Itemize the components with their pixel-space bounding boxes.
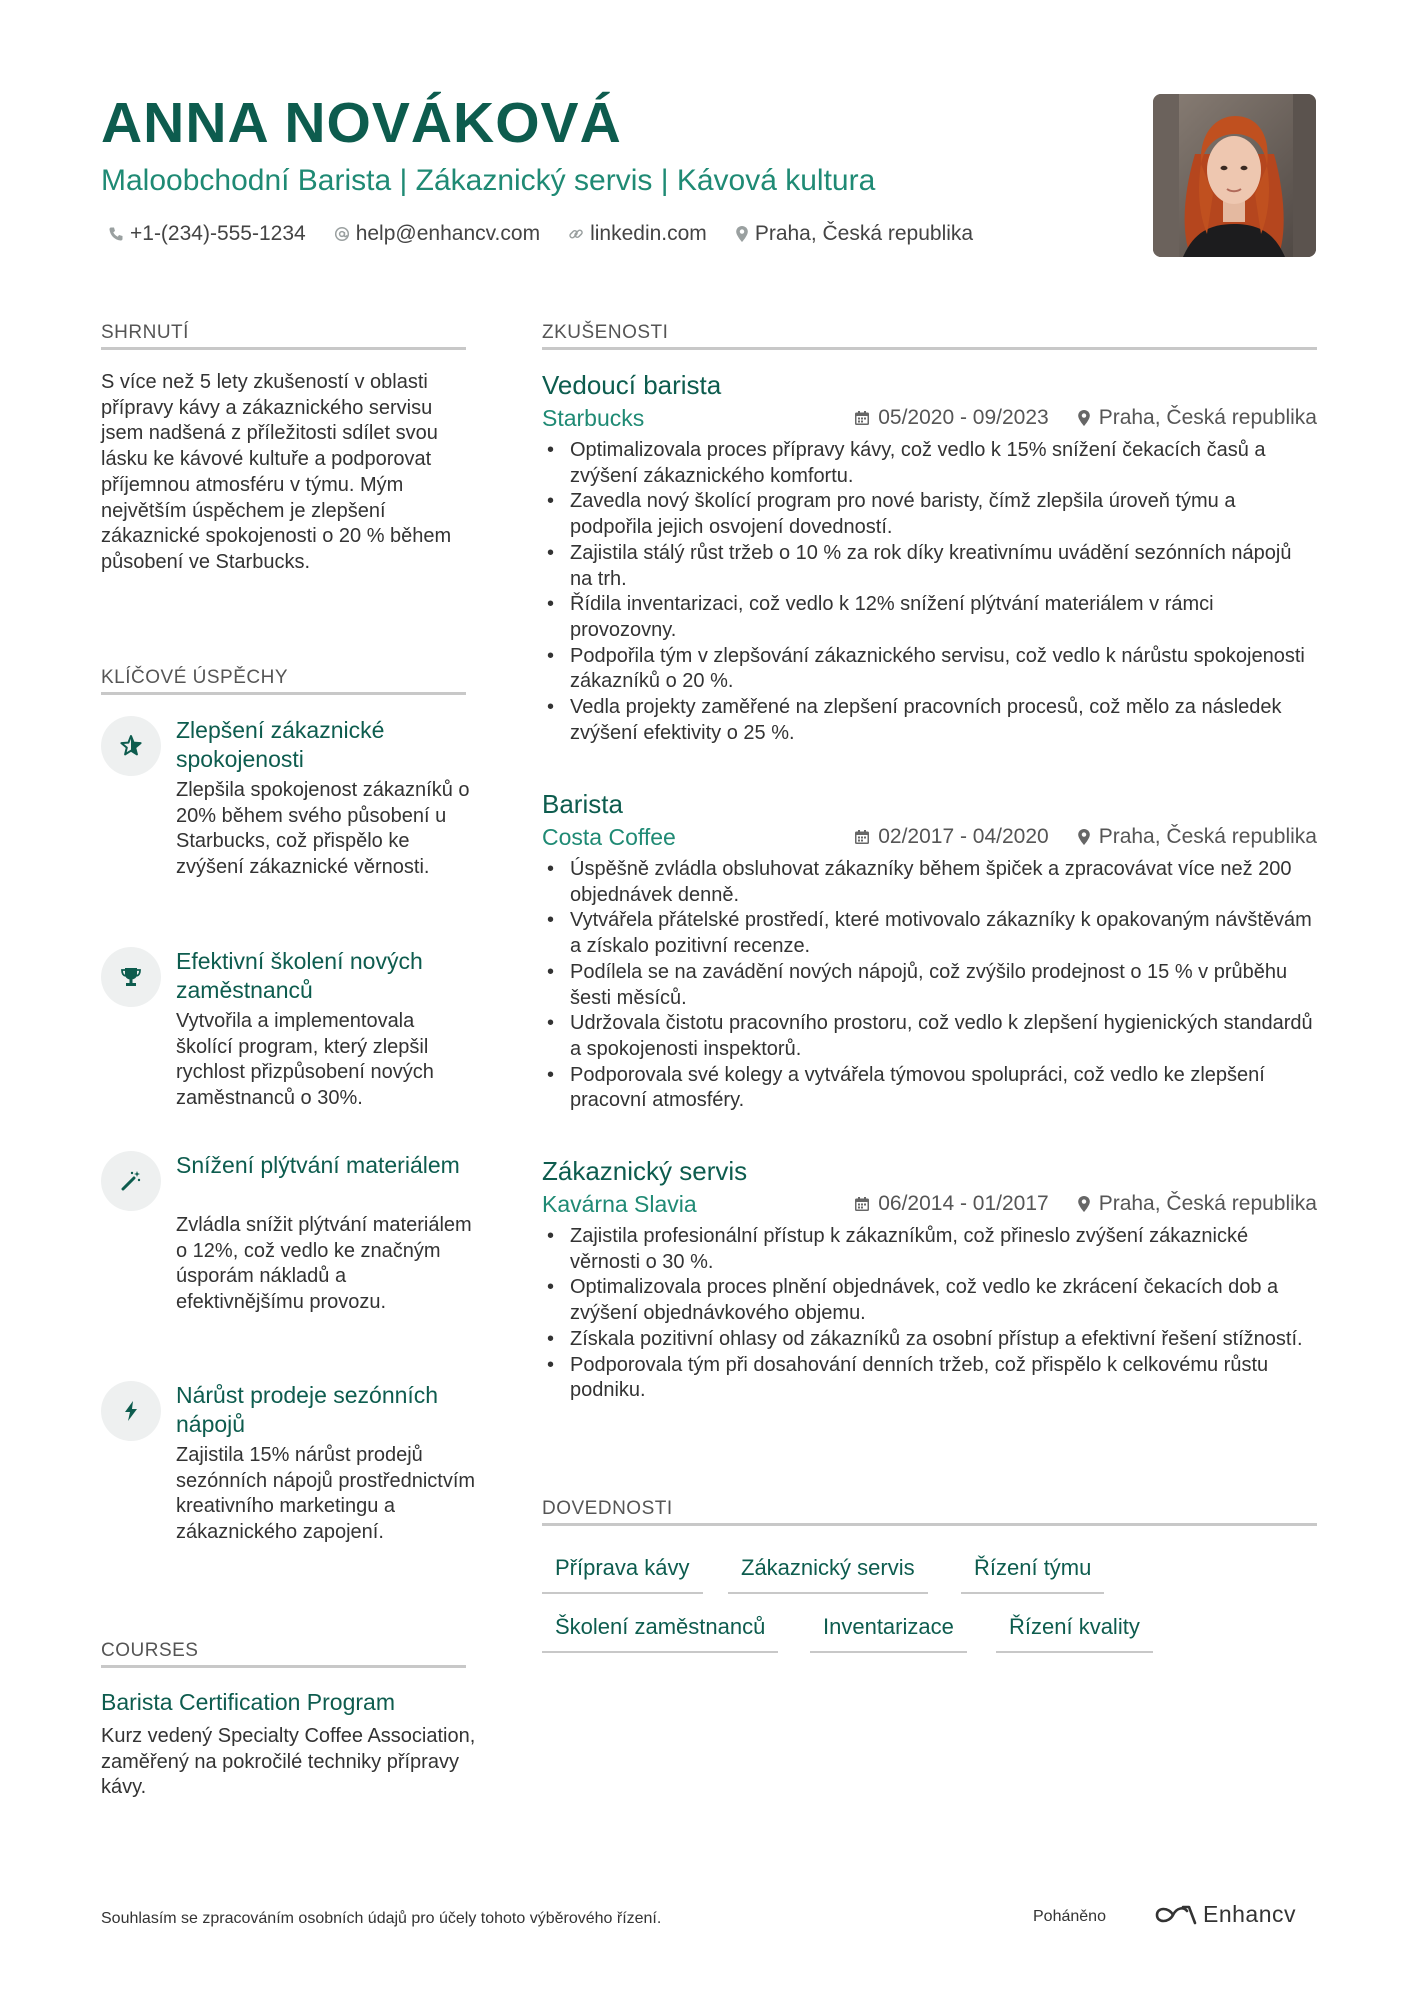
achievement-title: Efektivní školení nových zaměstnanců [176, 948, 423, 1003]
linkedin-text: linkedin.com [590, 222, 707, 245]
contact-linkedin[interactable] [568, 222, 707, 246]
star-icon [101, 716, 161, 776]
list-item: • Vedla projekty zaměřené na zlepšení pracovních procesů, což mělo za následek zvýšení efektivity o 25 %. [542, 695, 1317, 746]
location-pin-icon [1077, 409, 1091, 427]
job-role: Vedoucí barista [542, 370, 722, 400]
list-item: • Optimalizovala proces plnění objednávek, což vedlo ke zkrácení čekacích dob a zvýšení objednávkového objemu. [542, 1275, 1317, 1326]
skill-tag: Zákaznický servis [728, 1550, 928, 1594]
skill-tag: Řízení kvality [996, 1609, 1153, 1653]
job-meta [854, 823, 1317, 851]
job-bullets [542, 857, 1317, 1114]
job-location [1077, 1190, 1317, 1218]
location-pin-icon [735, 225, 749, 243]
job-location [1077, 404, 1317, 432]
list-item: • Řídila inventarizaci, což vedlo k 12% snížení plýtvání materiálem v rámci provozovny. [542, 592, 1317, 643]
powered-by-label: Poháněno [1033, 1908, 1106, 1925]
job-entry [542, 1155, 1317, 1404]
phone-text: +1-(234)-555-1234 [130, 222, 306, 245]
job-dates-text: 06/2014 - 01/2017 [878, 1192, 1049, 1215]
achievements-divider [101, 692, 466, 695]
list-item: • Podporovala své kolegy a vytvářela týmovou spolupráci, což vedlo ke zlepšení pracovní atmosféry. [542, 1063, 1317, 1114]
job-meta [854, 1190, 1317, 1218]
achievement-desc: Zajistila 15% nárůst prodejů sezónních nápojů prostřednictvím kreativního marketingu a zákaznického zapojení. [176, 1444, 476, 1544]
email-text: help@enhancv.com [355, 222, 541, 245]
job-company: Costa Coffee [542, 824, 676, 850]
enhancv-logo-icon [1153, 1902, 1199, 1928]
job-dates-text: 02/2017 - 04/2020 [878, 825, 1049, 848]
skill-tag: Inventarizace [810, 1609, 967, 1653]
job-role: Zákaznický servis [542, 1156, 748, 1186]
experience-divider [542, 347, 1317, 350]
job-dates [854, 823, 1048, 851]
contact-email[interactable] [334, 222, 540, 246]
list-item: • Zajistila stálý růst tržeb o 10 % za rok díky kreativnímu uvádění sezónních nápojů na trh. [542, 541, 1317, 592]
location-text: Praha, Česká republika [754, 222, 974, 245]
job-dates [854, 1190, 1048, 1218]
list-item: • Udržovala čistotu pracovního prostoru, což vedlo k zlepšení hygienických standardů a spokojenosti inspektorů. [542, 1011, 1317, 1062]
courses-divider [101, 1665, 466, 1668]
list-item: • Získala pozitivní ohlasy od zákazníků za osobní přístup a efektivní řešení stížností. [542, 1327, 1317, 1353]
job-meta [854, 404, 1317, 432]
job-company: Kavárna Slavia [542, 1191, 697, 1217]
list-item: • Úspěšně zvládla obsluhovat zákazníky během špiček a zpracovávat více než 200 objednávek denně. [542, 857, 1317, 908]
job-location [1077, 823, 1317, 851]
list-item: • Podpořila tým v zlepšování zákaznického servisu, což vedlo k nárůstu spokojenosti zákazníků o 20 %. [542, 644, 1317, 695]
lightning-icon [101, 1381, 161, 1441]
job-location-text: Praha, Česká republika [1098, 406, 1317, 429]
at-icon [334, 226, 350, 242]
contact-bar [108, 220, 1001, 248]
contact-phone[interactable] [108, 222, 306, 246]
job-location-text: Praha, Česká republika [1098, 1192, 1317, 1215]
link-icon [568, 226, 584, 242]
achievement-title: Snížení plýtvání materiálem [176, 1152, 460, 1178]
achievement-title: Zlepšení zákaznické spokojenosti [176, 717, 385, 772]
list-item: • Zajistila profesionální přístup k zákazníkům, což přineslo zvýšení zákaznické věrnosti o 30 %. [542, 1224, 1317, 1275]
courses-heading: COURSES [101, 1640, 199, 1661]
candidate-title: Maloobchodní Barista | Zákaznický servis | Kávová kultura [101, 164, 876, 197]
job-entry [542, 788, 1317, 1114]
achievement-desc: Zvládla snížit plýtvání materiálem o 12%, což vedlo ke značným úsporám nákladů a efektivnějšímu provozu. [176, 1214, 472, 1314]
achievement-desc: Vytvořila a implementovala školící program, který zlepšil rychlost přizpůsobení nových zaměstnanců o 30%. [176, 1010, 434, 1110]
job-bullets [542, 1224, 1317, 1404]
list-item: • Podporovala tým při dosahování denních tržeb, což přispělo k celkovému růstu podniku. [542, 1353, 1317, 1404]
course-title: Barista Certification Program [101, 1689, 395, 1715]
skill-tag: Příprava kávy [542, 1550, 703, 1594]
list-item: • Optimalizovala proces přípravy kávy, což vedlo k 15% snížení čekacích časů a zvýšení zákaznického komfortu. [542, 438, 1317, 489]
trophy-icon [101, 947, 161, 1007]
summary-divider [101, 347, 466, 350]
consent-note: Souhlasím se zpracováním osobních údajů pro účely tohoto výběrového řízení. [101, 1910, 662, 1927]
list-item: • Zavedla nový školící program pro nové baristy, čímž zlepšila úroveň týmu a podpořila jejich osvojení dovedností. [542, 489, 1317, 540]
candidate-name: ANNA NOVÁKOVÁ [101, 91, 622, 155]
course-desc: Kurz vedený Specialty Coffee Association, zaměřený na pokročilé techniky přípravy kávy. [101, 1725, 476, 1799]
location-pin-icon [1077, 1195, 1091, 1213]
calendar-icon [854, 829, 870, 845]
skill-tag: Řízení týmu [961, 1550, 1104, 1594]
skills-divider [542, 1523, 1317, 1526]
job-entry [542, 369, 1317, 746]
profile-photo [1153, 94, 1316, 257]
summary-heading: SHRNUTÍ [101, 322, 189, 343]
calendar-icon [854, 410, 870, 426]
location-pin-icon [1077, 828, 1091, 846]
skills-heading: DOVEDNOSTI [542, 1498, 673, 1519]
enhancv-brand-text: Enhancv [1203, 1901, 1297, 1927]
achievements-heading: KLÍČOVÉ ÚSPĚCHY [101, 667, 288, 688]
magic-wand-icon [101, 1151, 161, 1211]
list-item: • Vytvářela přátelské prostředí, které motivovalo zákazníky k opakovaným návštěvám a získalo pozitivní recenze. [542, 908, 1317, 959]
job-role: Barista [542, 789, 623, 819]
experience-heading: ZKUŠENOSTI [542, 322, 669, 343]
skill-tag: Školení zaměstnanců [542, 1609, 778, 1653]
job-dates-text: 05/2020 - 09/2023 [878, 406, 1049, 429]
job-location-text: Praha, Česká republika [1098, 825, 1317, 848]
achievement-desc: Zlepšila spokojenost zákazníků o 20% během svého působení u Starbucks, což přispělo ke zvýšení zákaznické věrnosti. [176, 779, 470, 879]
job-company: Starbucks [542, 405, 645, 431]
contact-location [735, 222, 973, 246]
enhancv-brand-link[interactable] [1153, 1901, 1296, 1928]
achievement-title: Nárůst prodeje sezónních nápojů [176, 1382, 439, 1437]
list-item: • Podílela se na zavádění nových nápojů, což zvýšilo prodejnost o 15 % v průběhu šesti měsíců. [542, 960, 1317, 1011]
calendar-icon [854, 1196, 870, 1212]
phone-icon [108, 226, 124, 242]
job-bullets [542, 438, 1317, 746]
job-dates [854, 404, 1048, 432]
summary-text: S více než 5 lety zkušeností v oblasti přípravy kávy a zákaznického servisu jsem nadšená z příležitosti sdílet svou lásku ke kávové kultuře a podporovat příjemnou atmosféru v týmu. Mým největším úspěchem je zlepšení zákaznické spokojenosti o 20 % během působení ve Starbucks. [101, 371, 452, 573]
